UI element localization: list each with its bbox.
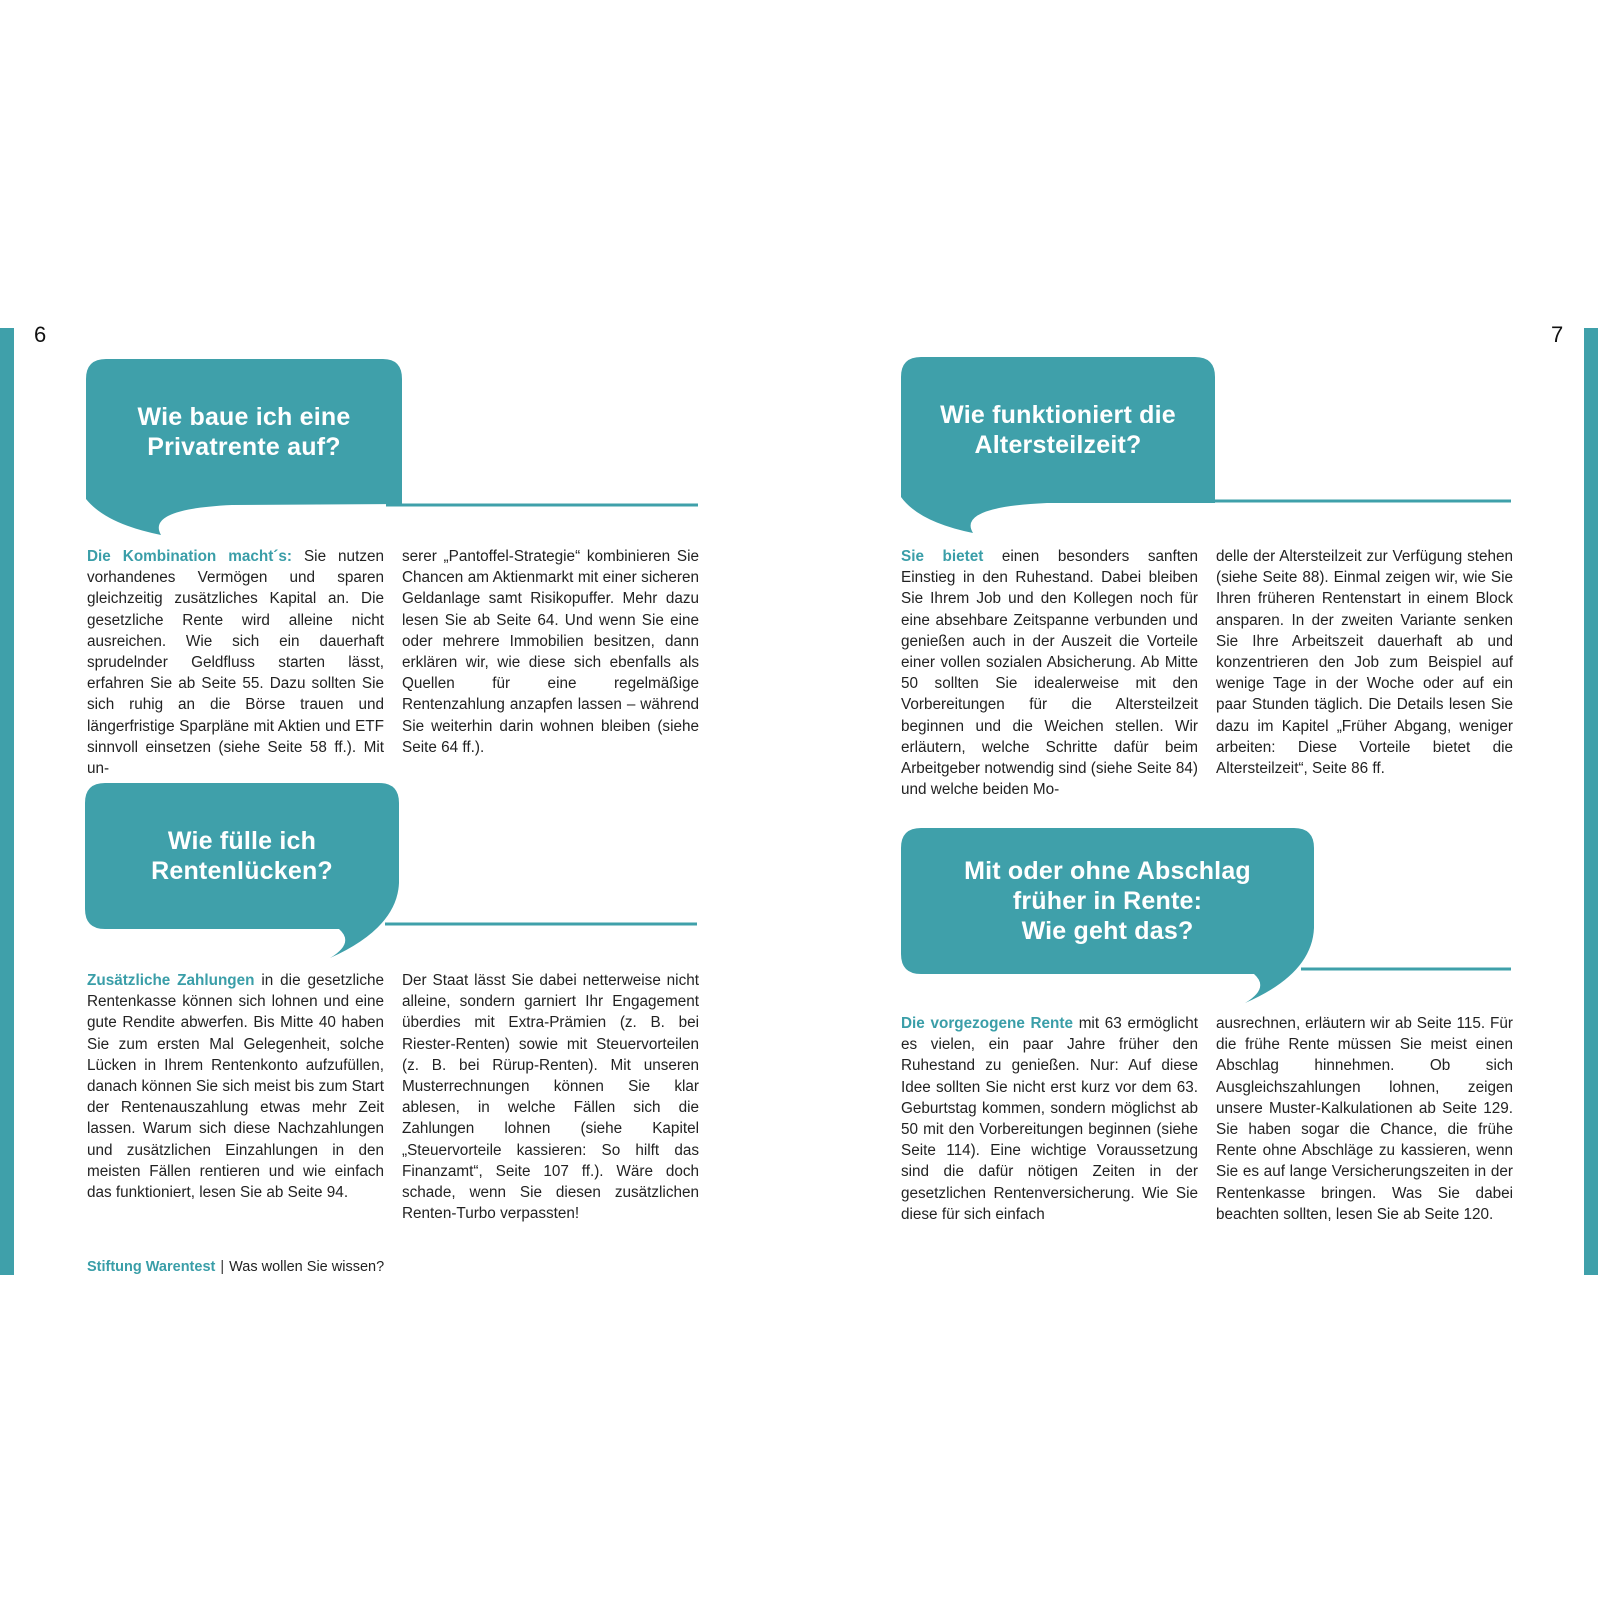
right-edge-bar — [1584, 328, 1598, 1275]
text-column-privatrente-2: serer „Pantoffel-Strategie“ kombinieren Sie Chancen am Aktienmarkt mit einer sicheren Geldanlage samt Risikopuffer. Mehr dazu lesen Sie ab Seite 64. Und wenn Sie eine oder mehrere Immobilien besitzen, dann erklären wir, wie diese sich ebenfalls als Quellen für eine regelmäßige Rentenzahlung anzapfen lassen – während Sie weiterhin darin wohnen bleiben (siehe Seite 64 ff.). — [402, 548, 699, 756]
footer-brand: Stiftung Warentest — [87, 1259, 216, 1275]
lead-altersteilzeit: Sie bietet — [901, 548, 984, 565]
footer-title: Was wollen Sie wissen? — [229, 1259, 385, 1275]
text-column-altersteilzeit-1 — [901, 546, 1198, 800]
page-number-left: 6 — [34, 322, 47, 347]
body-altersteilzeit-1: einen besonders sanften Einstieg in den Ruhestand. Dabei bleiben Sie Ihrem Job und den Kollegen noch für eine absehbare Zeitspanne verbunden und genießen auch in der Auszeit die Vorteile einer vollen sozialen Absicherung. Ab Mitte 50 sollten Sie idealerweise mit den Vorbereitungen für die Altersteilzeit beginnen und die Weichen stellen. Wir erläutern, welche Schritte dafür beim Arbeitgeber notwendig sind (siehe Seite 84) und welche beiden Mo- — [901, 548, 1198, 799]
text-column-abschlag-2: ausrechnen, erläutern wir ab Seite 115. Für die frühe Rente müssen Sie meist einen Abschlag hinnehmen. Ob sich Ausgleichszahlungen lohnen, zeigen unsere Muster-Kalkulationen ab Seite 129. Sie haben sogar die Chance, die frühe Rente ohne Abschläge zu kassieren, wenn Sie es auf lange Versicherungszeiten in der Rentenkasse bringen. Was Sie dabei beachten sollten, lesen Sie ab Seite 120. — [1216, 1015, 1513, 1223]
section-title-altersteilzeit: Wie funktioniert die Altersteilzeit? — [940, 401, 1176, 459]
section-title-privatrente: Wie baue ich eine Privatrente auf? — [137, 403, 351, 461]
text-column-altersteilzeit-2: delle der Altersteilzeit zur Verfügung stehen (siehe Seite 88). Einmal zeigen wir, wie Sie Ihren früheren Rentenstart in einem Block ansparen. In der zweiten Variante senken Sie Ihre Arbeitszeit dauerhaft ab und konzentrieren den Job zum Beispiel auf wenige Tage in der Woche oder auf ein paar Stunden täglich. Die Details lesen Sie dazu im Kapitel „Früher Abgang, weniger arbeiten: Diese Vorteile bietet die Altersteilzeit“, Seite 86 ff. — [1216, 548, 1513, 778]
text-column-privatrente-1 — [87, 546, 384, 779]
lead-rentenluecken: Zusätzliche Zahlungen — [87, 972, 255, 989]
text-column-abschlag-1 — [901, 1013, 1198, 1225]
left-edge-bar — [0, 328, 14, 1275]
body-abschlag-1: mit 63 ermöglicht es vielen, ein paar Jahre früher den Ruhestand zu genießen. Nur: Auf diese Idee sollten Sie nicht erst kurz vor dem 63. Geburtstag kommen, sondern möglichst ab 50 mit den Vorbereitungen beginnen (siehe Seite 114). Eine wichtige Voraussetzung sind die dafür nötigen Zeiten in der gesetzlichen Rentenversicherung. Wie Sie diese für sich einfach — [901, 1015, 1199, 1223]
lead-privatrente: Die Kombination macht´s: — [87, 548, 292, 565]
section-title-rentenluecken: Wie fülle ich Rentenlücken? — [151, 827, 333, 885]
footer-separator: | — [220, 1259, 225, 1275]
text-column-rentenluecken-2: Der Staat lässt Sie dabei netterweise nicht alleine, sondern garniert Ihr Engagement überdies mit Extra-Prämien (z. B. bei Riester-Renten) sowie mit Steuervorteilen (z. B. bei Rürup-Renten). Mit unseren Musterrechnungen können Sie klar ablesen, in welche Fällen sich die Zahlungen lohnen (siehe Kapitel „Steuervorteile kassieren: So hilft das Finanzamt“, Seite 107 ff.). Wäre doch schade, wenn Sie diesen zusätzlichen Renten-Turbo verpassten! — [402, 972, 699, 1223]
body-privatrente-1: Sie nutzen vorhandenes Vermögen und sparen gleichzeitig zusätzliches Kapital an. Die gesetzliche Rente wird alleine nicht ausreichen. Wie sich ein dauerhaft sprudelnder Geldfluss starten lässt, erfahren Sie ab Seite 55. Dazu sollten Sie sich ruhig an die Börse trauen und längerfristige Sparpläne mit Aktien und ETF sinnvoll einsetzen (siehe Seite 58 ff.). Mit un- — [87, 548, 384, 778]
section-title-abschlag: Mit oder ohne Abschlag früher in Rente: Wie geht das? — [964, 857, 1251, 945]
text-column-rentenluecken-1 — [87, 970, 384, 1203]
body-rentenluecken-1: in die gesetzliche Rentenkasse können sich lohnen und eine gute Rendite abwerfen. Bis Mitte 40 haben Sie zum ersten Mal Gelegenheit, solche Lücken in Ihrem Rentenkonto aufzufüllen, danach können Sie sich meist bis zum Start der Rentenauszahlung etwas mehr Zeit lassen. Warum sich diese Nachzahlungen und zusätzlichen Einzahlungen in den meisten Fällen rentieren und wie einfach das funktioniert, lesen Sie ab Seite 94. — [87, 972, 384, 1202]
lead-abschlag: Die vorgezogene Rente — [901, 1015, 1074, 1032]
footer — [87, 1259, 384, 1275]
page-number-right: 7 — [1551, 322, 1564, 347]
